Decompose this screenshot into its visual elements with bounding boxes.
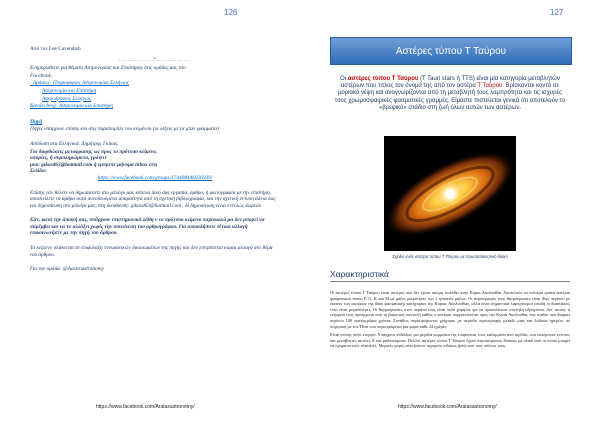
title-banner [330, 37, 572, 65]
intro-part: . Βρίσκονται κοντά σε μοριακά νέφη και αναγνωρίζονται από τη μεταβλητή τους λαμπρότητα και τις ισχυρές τους χρωμοσφαιρικές φασματικές γραμμές. Είμαστε πιστεύεται γενικά ότι αποτελούν το «βρεφικό» στάδιο στη ζωή όλων αυτών των αστέρων. [334, 83, 566, 111]
subscribe-line: Ενημερωθείτε για θέματα Αστρονομίας και Επιστήμης στις ομάδες μας στο [30, 65, 186, 72]
source-label[interactable]: Πηγή [30, 118, 43, 125]
t-tauri-illustration [384, 136, 516, 251]
thanks-paragraph: Το κείμενο υπάκειται σε επιφύλαξη πνευματικών δικαιωμάτων της πηγής και δεν επιτρέπεται καμία αλλαγή στο θέμα του άρθρου. [30, 245, 273, 258]
note-paragraph: Επίσης εάν θέλετε να δημοσιεύετε στο μπλόγκ μας κάποια δική σας εργασία, άρθρο, ή φωτογραφία με την επιστήμη, αποστείλετε τα άρθρα αυτά συνοδευόμενα απαραίτητα από τη σχετική βιβλιογραφία, και την σχετική έντυπη άδεια σας για δημοσίευση στο μπλόγκ μας, στη διεύθυνση: gikasd63@hotmail.com . Η δημοσίευση είναι εντελώς δωρεάν. [30, 189, 276, 209]
source-text: Πηγές υπάρχουν επίσης και στις παραπομπές του κειμένου (οι λέξεις με τα μπλε γράμματα) [30, 126, 219, 133]
author-line: Από τον Lee Cavendish [30, 46, 81, 52]
errors-paragraph: Εάν, κατά την άποψή σας, υπάρχουν επιστημονικά λάθη ν το πρότυπο κείμενο παρακαλώ μα δεν μπορεί να παρέμβει και να το αλλάξει χωρίς την συναίνεση του αρθρογράφου. Για οποιαδήποτε τέτοια αλλαγή επικοινωνήστε με την πηγή του άρθρου. [30, 217, 265, 237]
corrections-line: απορίες, ή συμπληρώματα, γράψτε [30, 155, 107, 162]
body-paragraph: Είναι επίσης πολύ ενεργοί. Υπάρχουν ενδείξεις για μεγάλα κομμάτια της επιφάνειας τους καλυμμένα από κηλίδες, και εκπέμπουν έντονες και μεταβλητές ακτίνες Χ και ραδιοκύματα. Πολλοί αστέρες τύπου Τ Ταύρου έχουν περιαστρικούς δίσκους με υλικό από το οποίο μπορεί να σχηματιστούν πλανήτες. Μερικές φορές εκτοξεύουν ισχυρούς πίδακες (jets) από τους πόλους τους. [330, 332, 570, 349]
protoplanetary-disk-image [384, 136, 516, 251]
figure-caption [330, 254, 570, 259]
page-number-left: 126 [224, 8, 238, 17]
intro-part: (T Tauri stars ή TTS) είναι μία κατηγορία μεταβλητών αστέρων που τιτλος τον όνομά της από τον αστέρα [340, 76, 560, 90]
group-link[interactable]: Αστρονομία και Επιστήμη [42, 87, 97, 94]
left-page-content [30, 46, 280, 278]
subscribe-line: Facebook: [30, 72, 53, 79]
figure-caption-text: Σχέδιο ενός αστέρα τύπου Τ Ταύρου με πρωτοπλανητικό δίσκο [392, 254, 508, 259]
group-link[interactable]: - Δράσεις- Πληροφορίες Αστρονομίας Σελήνιος [30, 80, 129, 87]
right-body-text [330, 290, 570, 349]
section-title: Χαρακτηριστικά [330, 269, 570, 282]
corrections-line: Σελίδα: [30, 168, 47, 175]
intro-paragraph [332, 76, 568, 112]
body-paragraph: Οι αστέρες τύπου Τ Ταύρου είναι αστέρες που δεν έχουν ακόμη εισέλθει στην Κύρια Ακολουθία. Αποτελούν τα νεότερα ορατά αστέρια φασματικού τύπου F, G, K και M με μάζες μικρότερες των 2 ηλιακών μαζών. Οι ατμόσφαιρές τους θερμοκρασίες είναι ίδιες περίπου με εκείνες των αστέρων της ίδιας φασματικής κατηγορίας της Κύριας Ακολουθίας, αλλά είναι σημαντικά λαμπρότεροι επειδή οι διαστάσεις τους είναι μεγαλύτερες. Οι θερμοκρασίες στον πυρήνα τους είναι πολύ χαμηλές για να προκαλέσουν σύντηξη υδρογόνου. Αντ' αυτού, η ενέργειά τους προέρχεται από τη βαρυτική συστολή καθώς ο αστέρας συρρικνώνεται προς την Κύρια Ακολουθία, ένα στάδιο που διαρκεί περίπου 100 εκατομμύρια χρόνια. Συνήθως περιστρέφονται γρήγορα, με περίοδο περιστροφής μεταξύ μιας και δώδεκα ημερών, σε σύγκριση με τον Ήλιο που περιστρέφεται μία φορά κάθε 24 ημέρες. [330, 290, 570, 329]
banner-title: Αστέρες τύπου Τ Ταύρου [395, 45, 507, 57]
corrections-line: μου: gikasd63@hotmail.com ή εμπρεπε μήνυμα inbox στη [30, 161, 157, 168]
blog-link[interactable]: Κανάλι blog: Αστρονομία και Επιστήμη [30, 103, 113, 110]
footer-right: https://www.facebook.com/Arataxastronomy/ [398, 404, 497, 410]
translation-line: Απόδοση στα Ελληνικά: Δημήτρης Γκίκας. [30, 140, 119, 147]
corrections-line: Για διορθώσεις μεταφρασης ως προς το πρότυπο κείμενο, [30, 148, 158, 155]
footer-left: https://www.facebook.com/Arataxastronomy/ [96, 404, 195, 410]
group-link[interactable]: Αστροδράσεις Σελήνιος [42, 95, 92, 102]
intro-red-term[interactable]: Τ Ταύρου [477, 83, 503, 90]
separator: ...................*................... [118, 56, 192, 63]
site-line: Για την ομάδα: @Αastroastronomy [30, 266, 104, 273]
intro-part: Οι [340, 76, 348, 82]
right-page [300, 0, 600, 424]
intro-bold-term: αστέρες τύπου Τ Ταύρου [347, 76, 419, 82]
facebook-group-link[interactable]: https://www.facebook.com/groups/174408446026939/ [97, 174, 213, 181]
page-number-right: 127 [550, 8, 564, 17]
